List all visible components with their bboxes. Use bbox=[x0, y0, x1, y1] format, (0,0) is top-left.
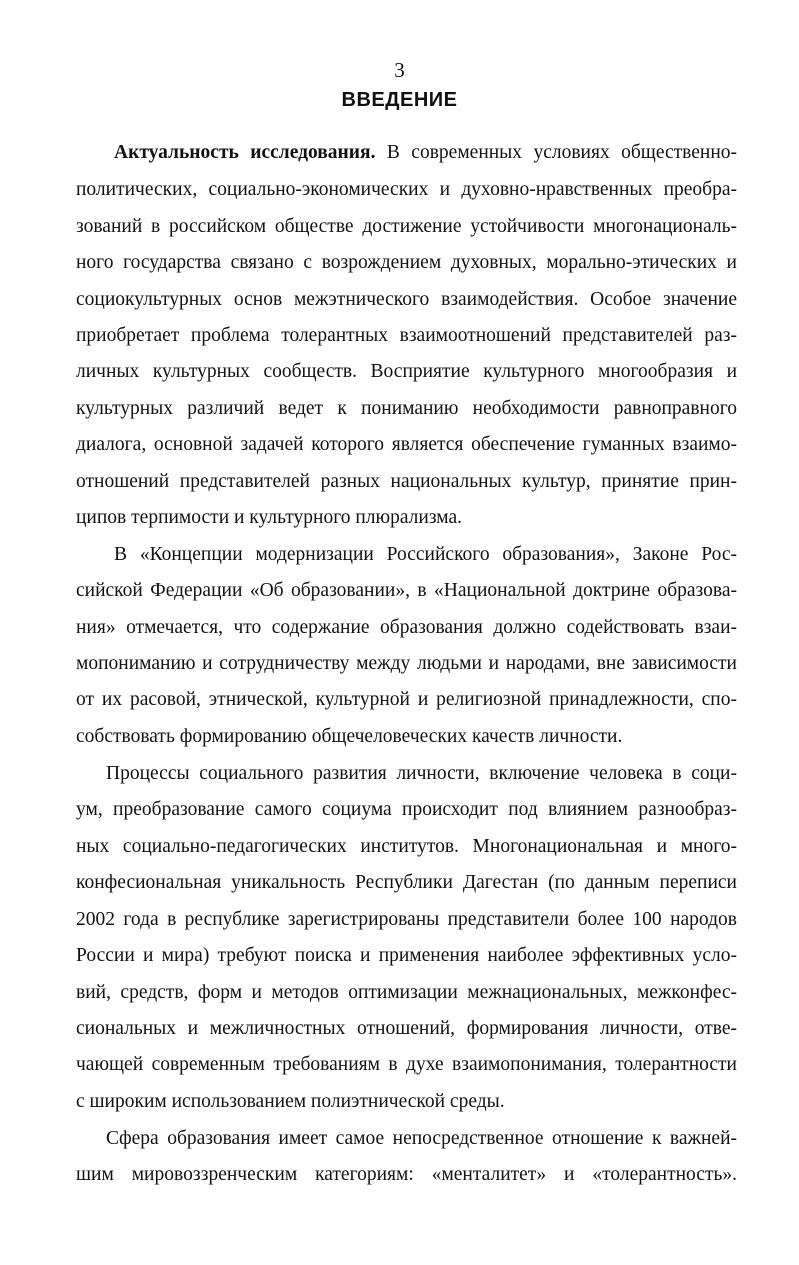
paragraph-line: ного государства связано с возрождением духовных, морально-этических и bbox=[76, 252, 737, 273]
paragraph-line: личных культурных сообществ. Восприятие культурного многообразия и bbox=[76, 361, 737, 382]
paragraph-line: В «Концепции модернизации Российского образования», Законе Рос- bbox=[114, 544, 737, 565]
paragraph-line: Сфера образования имеет самое непосредственное отношение к важней- bbox=[106, 1128, 737, 1149]
paragraph-line: конфесиональная уникальность Республики Дагестан (по данным переписи bbox=[76, 872, 737, 893]
paragraph-line: ния» отмечается, что содержание образования должно содействовать взаи- bbox=[76, 617, 737, 638]
paragraph-line: ум, преобразование самого социума происходит под влиянием разнообраз- bbox=[76, 799, 737, 820]
paragraph-line: политических, социально-экономических и духовно-нравственных преобра- bbox=[76, 179, 737, 200]
paragraph-line: от их расовой, этнической, культурной и религиозной принадлежности, спо- bbox=[76, 689, 737, 710]
paragraph-lead: Актуальность исследования. bbox=[114, 142, 376, 163]
paragraph-line: зований в российском обществе достижение устойчивости многонациональ- bbox=[76, 216, 737, 237]
paragraph-line: сиональных и межличностных отношений, формирования личности, отве- bbox=[76, 1018, 737, 1039]
paragraph-line: культурных различий ведет к пониманию необходимости равноправного bbox=[76, 398, 737, 419]
page-number: 3 bbox=[394, 58, 405, 82]
paragraph-line: мопониманию и сотрудничеству между людьми и народами, вне зависимости bbox=[76, 653, 737, 674]
paragraph-line: России и мира) требуют поиска и применения наиболее эффективных усло- bbox=[76, 945, 737, 966]
paragraph-line: собствовать формированию общечеловеческих качеств личности. bbox=[76, 726, 623, 747]
paragraph-line: социокультурных основ межэтнического взаимодействия. Особое значение bbox=[76, 289, 737, 310]
paragraph-line: ципов терпимости и культурного плюрализма. bbox=[76, 507, 463, 528]
paragraph-line: ных социально-педагогических институтов. Многонациональная и много- bbox=[76, 836, 737, 857]
paragraph-line: диалога, основной задачей которого является обеспечение гуманных взаимо- bbox=[76, 434, 737, 455]
paragraph-line: вий, средств, форм и методов оптимизации межнациональных, межконфес- bbox=[76, 982, 737, 1003]
paragraph-line: 2002 года в республике зарегистрированы представители более 100 народов bbox=[76, 909, 737, 930]
paragraph-line: сийской Федерации «Об образовании», в «Национальной доктрине образова- bbox=[76, 580, 737, 601]
paragraph-line: приобретает проблема толерантных взаимоотношений представителей раз- bbox=[76, 325, 737, 346]
paragraph-line: отношений представителей разных национальных культур, принятие прин- bbox=[76, 471, 737, 492]
paragraph-line: шим мировоззренческим категориям: «менталитет» и «толерантность». bbox=[76, 1164, 737, 1185]
paragraph-line: Актуальность исследования. В современных условиях общественно- bbox=[114, 142, 737, 163]
paragraph-line: Процессы социального развития личности, включение человека в соци- bbox=[106, 763, 737, 784]
paragraph-line: чающей современным требованиям в духе взаимопонимания, толерантности bbox=[76, 1054, 737, 1075]
paragraph-line: с широким использованием полиэтнической среды. bbox=[76, 1091, 505, 1112]
section-heading: ВВЕДЕНИЕ bbox=[341, 89, 458, 111]
